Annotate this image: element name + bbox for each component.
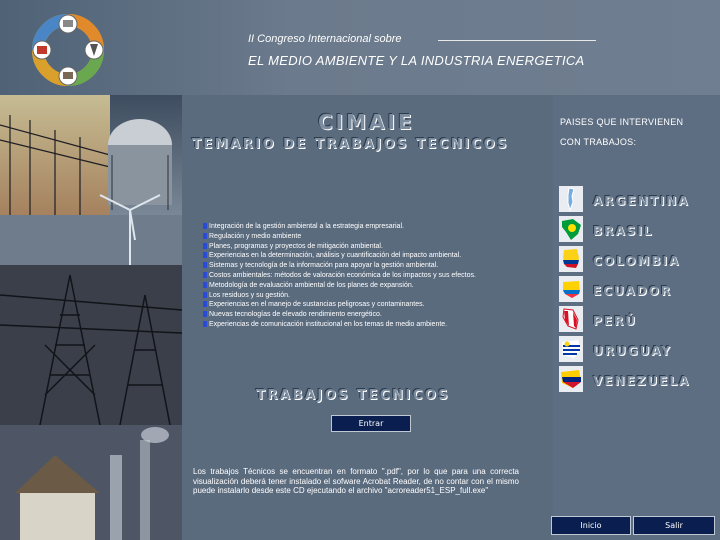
country-argentina[interactable] [555, 186, 715, 214]
uruguay-map-icon [559, 336, 583, 362]
country-name: URUGUAY [593, 344, 672, 358]
bullet-icon [203, 252, 207, 258]
peru-map-icon [559, 306, 583, 332]
bullet-icon [203, 223, 207, 229]
topic-text: Integración de la gestión ambiental a la estrategia empresarial. [209, 223, 404, 230]
topic-text: Regulación y medio ambiente [209, 232, 302, 240]
topics-list [203, 222, 503, 330]
topic-text: Costos ambientales: métodos de valoración económica de los impactos y sus efectos. [209, 271, 476, 279]
bullet-icon [203, 262, 207, 268]
list-item [203, 232, 503, 242]
bullet-icon [203, 301, 207, 307]
venezuela-map-icon [559, 366, 583, 392]
country-ecuador[interactable] [555, 276, 715, 304]
bullet-icon [203, 292, 207, 298]
list-item [203, 320, 503, 330]
argentina-map-icon [559, 186, 583, 212]
country-name: BRASIL [593, 224, 654, 238]
country-name: PERÚ [593, 314, 637, 328]
header-line-1: II Congreso Internacional sobre [248, 33, 402, 45]
country-colombia[interactable] [555, 246, 715, 274]
colombia-map-icon [559, 246, 583, 272]
countries-heading-line-1: PAISES QUE INTERVIENEN [560, 117, 684, 127]
country-name: VENEZUELA [593, 374, 691, 388]
list-item [203, 242, 503, 252]
page-title: CIMAIE [318, 110, 415, 134]
list-item [203, 251, 503, 261]
country-name: COLOMBIA [593, 254, 681, 268]
list-item [203, 291, 503, 301]
bullet-icon [203, 321, 207, 327]
topic-text: Experiencias en la determinación, análisis y cuantificación del impacto ambiental. [209, 252, 462, 260]
pdf-note: Los trabajos Técnicos se encuentran en formato ".pdf", por lo que para una correcta visualización deberá tener instalado el sofware Acrobat Reader, de no contar con el mismo puede instalarlo desde este CD ejecutando el archivo "acroreader51_ESP_full.exe" [193, 467, 519, 496]
topic-text: Experiencias de comunicación institucional en los temas de medio ambiente. [209, 320, 448, 328]
country-peru[interactable] [555, 306, 715, 334]
bullet-icon [203, 272, 207, 278]
country-brasil[interactable] [555, 216, 715, 244]
bullet-icon [203, 282, 207, 288]
list-item [203, 261, 503, 271]
home-button[interactable]: Inicio [551, 516, 631, 535]
congress-logo [28, 10, 108, 90]
list-item [203, 281, 503, 291]
energy-industry-collage [0, 95, 182, 540]
country-venezuela[interactable] [555, 366, 715, 394]
bullet-icon [203, 311, 207, 317]
bullet-icon [203, 233, 207, 239]
list-item [203, 271, 503, 281]
list-item [203, 300, 503, 310]
topic-text: Los residuos y su gestión. [209, 291, 290, 299]
enter-button[interactable]: Entrar [331, 415, 411, 432]
header-line-2: EL MEDIO AMBIENTE Y LA INDUSTRIA ENERGETICA [248, 53, 585, 68]
bullet-icon [203, 243, 207, 249]
list-item [203, 222, 503, 232]
header-divider [438, 40, 596, 41]
topic-text: Metodología de evaluación ambiental de los planes de expansión. [209, 281, 414, 289]
country-name: ARGENTINA [593, 194, 690, 208]
list-item [203, 310, 503, 320]
ecuador-map-icon [559, 276, 583, 302]
country-name: ECUADOR [593, 284, 673, 298]
topics-heading: TEMARIO DE TRABAJOS TECNICOS [192, 137, 510, 152]
header-band [0, 0, 720, 95]
topic-text: Experiencias en el manejo de sustancias peligrosas y contaminantes. [209, 301, 425, 309]
countries-heading-line-2: CON TRABAJOS: [560, 137, 637, 147]
country-uruguay[interactable] [555, 336, 715, 364]
section-title: TRABAJOS TECNICOS [256, 388, 451, 403]
topic-text: Sistemas y tecnología de la información para apoyar la gestión ambiental. [209, 262, 439, 270]
brasil-map-icon [559, 216, 583, 242]
countries-heading [560, 112, 683, 152]
topic-text: Nuevas tecnologías de elevado rendimiento energético. [209, 311, 382, 319]
exit-button[interactable]: Salir [633, 516, 715, 535]
topic-text: Planes, programas y proyectos de mitigación ambiental. [209, 242, 383, 250]
